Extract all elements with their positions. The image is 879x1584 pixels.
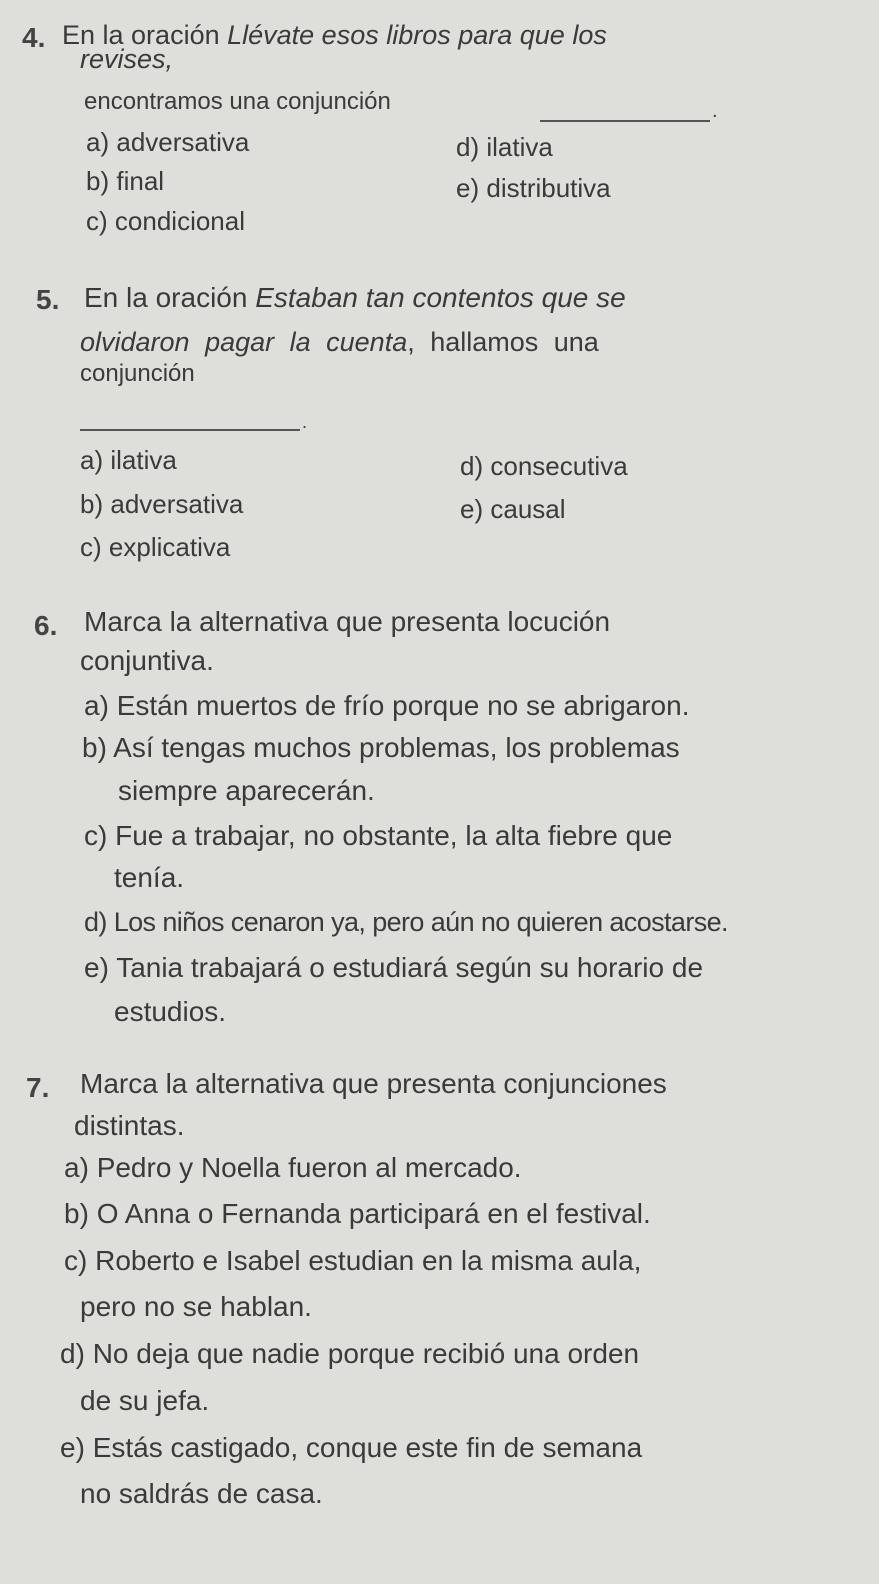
stem-text: Marca la alternativa que presenta locución: [84, 606, 611, 637]
option-e: [460, 494, 566, 525]
option-text: ilativa: [110, 445, 177, 475]
example-sentence: Llévate esos libros para que los: [227, 20, 607, 50]
option-text: de su jefa.: [80, 1385, 210, 1416]
option-text: consecutiva: [490, 451, 628, 481]
option-b: [82, 732, 680, 764]
option-text: Los niños cenaron ya, pero aún no quieren acostarse.: [113, 907, 728, 937]
option-letter: a): [80, 445, 104, 475]
option-text: distributiva: [486, 173, 611, 203]
option-letter: d): [84, 907, 107, 937]
option-text: pero no se hablan.: [80, 1291, 312, 1322]
option-e: [60, 1432, 642, 1464]
option-letter: a): [64, 1152, 89, 1183]
answer-blank: [80, 429, 300, 431]
option-text: Están muertos de frío porque no se abrigaron.: [116, 690, 690, 721]
question-number: 7.: [26, 1072, 50, 1103]
option-a: [86, 127, 249, 158]
option-letter: b): [64, 1198, 89, 1229]
example-sentence: revises,: [80, 44, 174, 74]
option-letter: a): [84, 690, 109, 721]
option-c: [86, 206, 245, 237]
option-text: Roberto e Isabel estudian en la misma aula,: [95, 1245, 642, 1276]
option-letter: e): [460, 494, 484, 524]
option-a: [84, 690, 689, 722]
option-d: [460, 451, 628, 482]
question-number: 4.: [22, 22, 46, 53]
option-b: [64, 1198, 651, 1230]
option-letter: c): [84, 820, 108, 851]
option-c: [84, 820, 672, 852]
question-number: 5.: [36, 284, 60, 315]
question-stem-line: [80, 327, 599, 358]
option-letter: c): [80, 532, 102, 562]
option-letter: a): [86, 127, 110, 157]
option-letter: d): [60, 1338, 85, 1369]
option-text: Estás castigado, conque este fin de semana: [92, 1432, 643, 1463]
option-a: [80, 445, 177, 476]
example-sentence: olvidaron pagar la cuenta: [80, 327, 408, 357]
question-number: 6.: [34, 610, 58, 641]
option-letter: e): [84, 952, 109, 983]
option-letter: e): [60, 1432, 85, 1463]
option-text: tenía.: [114, 862, 185, 893]
example-sentence: Estaban tan contentos que se: [255, 282, 626, 313]
option-letter: b): [82, 732, 107, 763]
option-text: adversativa: [116, 127, 250, 157]
answer-blank: [540, 120, 710, 122]
end-mark: .: [302, 412, 308, 432]
option-b: [86, 166, 164, 197]
option-text: ilativa: [486, 132, 553, 162]
option-b: [80, 489, 243, 520]
option-letter: b): [80, 489, 104, 519]
option-text: Tania trabajará o estudiará según su horario de: [116, 952, 704, 983]
stem-text: En la oración: [62, 20, 228, 50]
option-text: siempre aparecerán.: [118, 775, 375, 806]
option-letter: d): [456, 132, 480, 162]
option-text: estudios.: [114, 996, 227, 1027]
stem-text: encontramos una conjunción: [84, 88, 391, 115]
stem-text: Marca la alternativa que presenta conjunciones: [80, 1068, 667, 1099]
option-letter: e): [456, 173, 480, 203]
stem-text: conjunción: [80, 360, 195, 387]
option-letter: b): [86, 166, 110, 196]
option-text: Fue a trabajar, no obstante, la alta fiebre que: [115, 820, 673, 851]
option-letter: c): [64, 1245, 88, 1276]
option-d: [60, 1338, 639, 1370]
option-text: Pedro y Noella fueron al mercado.: [96, 1152, 522, 1183]
option-e: [84, 952, 703, 984]
option-c: [64, 1245, 641, 1277]
option-text: O Anna o Fernanda participará en el festival.: [96, 1198, 651, 1229]
stem-text: , hallamos una: [407, 327, 599, 357]
question-stem-line: [84, 282, 626, 314]
option-d: [84, 907, 728, 938]
stem-text: distintas.: [74, 1110, 185, 1141]
option-text: no saldrás de casa.: [80, 1478, 323, 1509]
option-text: adversativa: [110, 489, 244, 519]
end-mark: .: [712, 100, 718, 122]
option-text: final: [116, 166, 165, 196]
stem-text: En la oración: [84, 282, 256, 313]
option-a: [64, 1152, 522, 1184]
option-text: condicional: [114, 206, 245, 236]
option-text: explicativa: [108, 532, 231, 562]
option-text: No deja que nadie porque recibió una orden: [92, 1338, 640, 1369]
option-e: [456, 173, 611, 204]
stem-text: conjuntiva.: [80, 645, 214, 676]
option-letter: c): [86, 206, 108, 236]
option-text: Así tengas muchos problemas, los problemas: [113, 732, 680, 763]
option-c: [80, 532, 230, 563]
option-text: causal: [490, 494, 566, 524]
option-d: [456, 132, 553, 163]
option-letter: d): [460, 451, 484, 481]
